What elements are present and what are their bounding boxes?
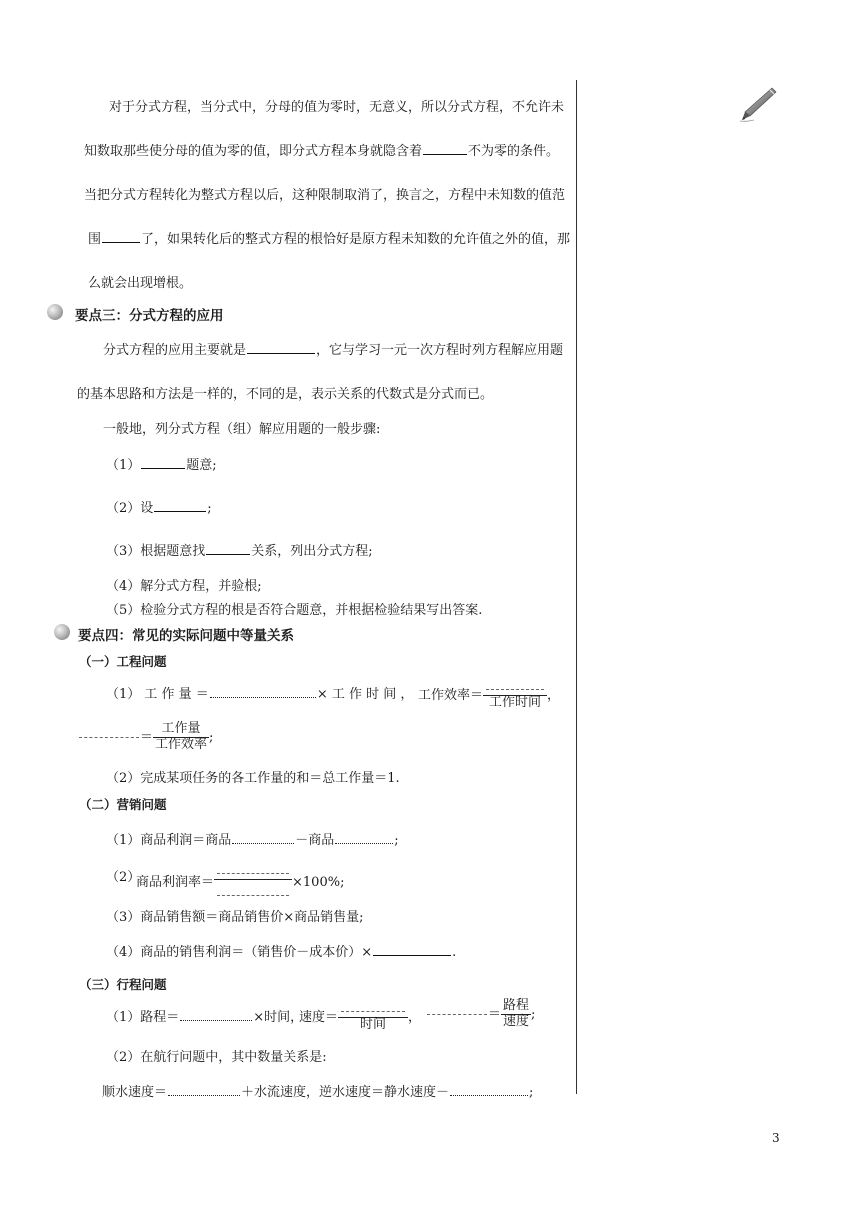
section4-heading: 要点四：常见的实际问题中等量关系 xyxy=(78,628,294,644)
fill-blank xyxy=(154,510,206,512)
column-divider xyxy=(576,80,577,1094)
fraction-denominator: 工作时间 xyxy=(489,694,542,710)
fill-blank xyxy=(373,954,451,956)
fill-blank xyxy=(427,1013,487,1015)
page-number: 3 xyxy=(772,1131,780,1145)
step-2-text: （2）设 xyxy=(106,501,154,516)
period: . xyxy=(452,945,457,960)
fraction xyxy=(483,680,547,711)
fill-blank xyxy=(141,467,185,469)
sphere-bullet-icon xyxy=(54,624,70,640)
fill-blank xyxy=(486,688,544,690)
sales-line-1-text: （1）商品利润＝商品 xyxy=(106,833,232,848)
pen-icon xyxy=(734,84,780,124)
travel-time-formula xyxy=(426,999,535,1030)
fill-blank xyxy=(217,872,289,874)
fill-blank xyxy=(180,1019,252,1021)
intro-line-1: 对于分式方程，当分式中，分母的值为零时，无意义，所以分式方程，不允许未 xyxy=(109,100,565,115)
speed-formula xyxy=(299,1002,421,1033)
fill-blank xyxy=(217,894,289,896)
intro-line-2-end: 不为零的条件。 xyxy=(468,144,560,159)
step-3 xyxy=(106,540,373,559)
work-line-1-text: （1） 工 作 量 ＝ xyxy=(106,687,209,702)
step-2 xyxy=(106,497,212,516)
sales-problems-title: （二）营销问题 xyxy=(79,797,167,812)
section3-heading: 要点三：分式方程的应用 xyxy=(75,308,224,324)
semicolon: ; xyxy=(394,833,399,848)
step-1 xyxy=(106,454,217,473)
fill-blank xyxy=(232,842,294,844)
fill-blank xyxy=(79,736,139,738)
intro-line-4-text: 围 xyxy=(88,232,102,247)
work-line-1-mid: × 工 作 时 间 ， xyxy=(316,687,414,702)
efficiency-label: 工作效率＝ xyxy=(418,687,484,703)
fraction xyxy=(501,999,531,1030)
fraction-numerator xyxy=(338,1002,408,1018)
sphere-bullet-icon xyxy=(47,304,63,320)
travel-line-3-text: 顺水速度＝ xyxy=(102,1085,168,1100)
intro-line-4-end: 了，如果转化后的整式方程的根恰好是原方程未知数的允许值之外的值，那 xyxy=(141,232,571,247)
intro-line-5: 么就会出现增根。 xyxy=(88,276,193,291)
fraction-denominator: 工作效率 xyxy=(155,736,208,752)
step-1-num: （1） xyxy=(106,458,141,473)
travel-line-2: （2）在航行问题中，其中数量关系是: xyxy=(106,1050,327,1065)
step-3-text: （3）根据题意找 xyxy=(106,544,206,559)
semicolon: ; xyxy=(531,1006,536,1022)
fraction-numerator: 工作量 xyxy=(153,722,209,738)
travel-line-1 xyxy=(106,1006,303,1025)
sales-line-2-num: （2） xyxy=(106,870,141,885)
step-1-text: 题意; xyxy=(186,458,217,473)
fill-blank xyxy=(206,553,250,555)
travel-line-3-mid: ＋水流速度，逆水速度＝静水速度－ xyxy=(241,1085,450,1100)
profit-rate-label: 商品利润率＝ xyxy=(136,874,215,890)
equals-sign: ＝ xyxy=(140,729,154,745)
work-efficiency-formula xyxy=(418,680,560,711)
fraction xyxy=(153,722,209,753)
travel-line-1-mid: ×时间， xyxy=(253,1010,304,1025)
travel-problems-title: （三）行程问题 xyxy=(79,977,167,992)
comma: ， xyxy=(408,1009,422,1025)
fraction-denominator: 速度 xyxy=(503,1013,530,1029)
percent-factor: ×100% xyxy=(292,874,341,890)
fraction-numerator xyxy=(483,680,547,696)
travel-line-1-text: （1）路程＝ xyxy=(106,1010,180,1025)
comma: ， xyxy=(547,687,561,703)
sales-line-4 xyxy=(106,941,456,960)
speed-label: 速度＝ xyxy=(299,1009,339,1025)
work-problems-title: （一）工程问题 xyxy=(79,654,167,669)
intro-line-2 xyxy=(84,140,559,159)
fraction-denominator: 时间 xyxy=(360,1016,387,1032)
profit-rate-formula xyxy=(136,864,344,901)
fill-blank xyxy=(102,241,140,243)
semicolon: ; xyxy=(529,1085,534,1100)
fraction xyxy=(214,864,292,901)
fill-blank xyxy=(210,696,316,698)
work-time-formula xyxy=(78,722,213,753)
step-5: （5）检验分式方程的根是否符合题意，并根据检验结果写出答案. xyxy=(106,603,483,618)
sales-line-4-text: （4）商品的销售利润＝（销售价－成本价）× xyxy=(106,945,373,960)
intro-line-4 xyxy=(88,228,570,247)
intro-line-3: 当把分式方程转化为整式方程以后，这种限制取消了，换言之，方程中未知数的值范 xyxy=(84,188,566,203)
sales-line-1 xyxy=(106,829,399,848)
step-4: （4）解分式方程，并验根; xyxy=(106,579,262,594)
fill-blank xyxy=(168,1094,240,1096)
fill-blank xyxy=(450,1094,528,1096)
fill-blank xyxy=(423,153,467,155)
fraction-denominator xyxy=(214,880,292,901)
fill-blank xyxy=(247,352,315,354)
fraction-numerator xyxy=(214,864,292,880)
section3-para-text-end: ，它与学习一元一次方程时列方程解应用题 xyxy=(316,343,564,358)
travel-line-3 xyxy=(102,1081,533,1100)
work-line-1 xyxy=(106,683,413,702)
sales-line-3: （3）商品销售额＝商品销售价×商品销售量; xyxy=(106,910,364,925)
work-line-3: （2）完成某项任务的各工作量的和＝总工作量＝1. xyxy=(106,771,400,786)
fraction-numerator: 路程 xyxy=(503,998,530,1013)
fill-blank xyxy=(335,842,393,844)
step-2-end: ; xyxy=(207,501,212,516)
equals-sign: ＝ xyxy=(488,1006,502,1022)
sales-line-1-mid: －商品 xyxy=(295,833,335,848)
fill-blank xyxy=(341,1010,405,1012)
section3-para-line-2: 的基本思路和方法是一样的，不同的是，表示关系的代数式是分式而已。 xyxy=(77,387,494,402)
semicolon: ; xyxy=(209,729,214,745)
steps-intro: 一般地，列分式方程（组）解应用题的一般步骤: xyxy=(103,422,381,437)
fraction xyxy=(338,1002,408,1033)
step-3-end: 关系，列出分式方程; xyxy=(251,544,373,559)
intro-line-2-text: 知数取那些使分母的值为零的值，即分式方程本身就隐含着 xyxy=(84,144,423,159)
section3-para-text: 分式方程的应用主要就是 xyxy=(103,343,247,358)
section3-para-line-1 xyxy=(103,339,563,358)
semicolon: ; xyxy=(340,874,345,890)
